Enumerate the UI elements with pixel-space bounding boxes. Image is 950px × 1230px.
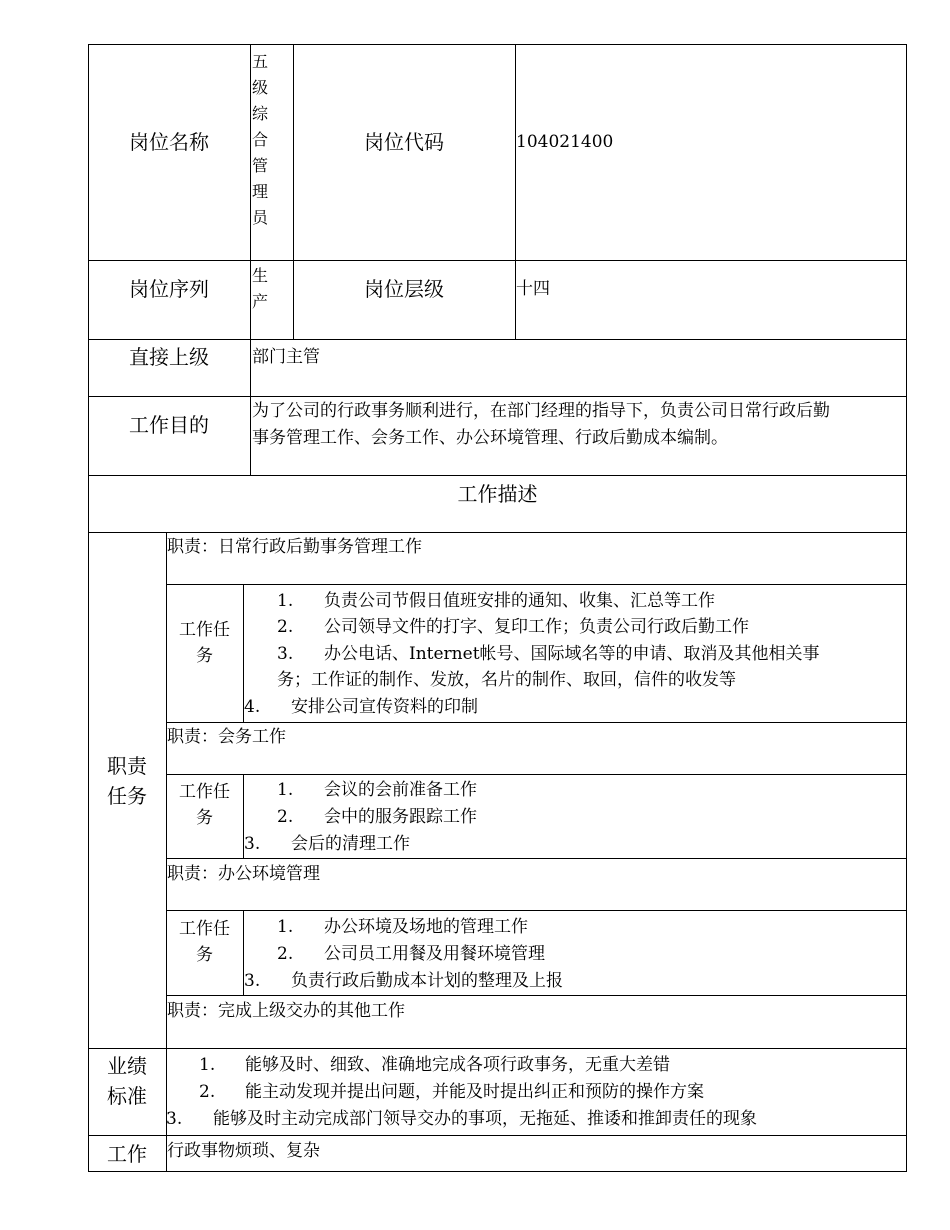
- task-label-line2: 务: [196, 808, 213, 828]
- duty-title: 职责：办公环境管理: [167, 864, 320, 884]
- duties-label-line2: 任务: [107, 784, 147, 808]
- task-number: 4.: [244, 697, 261, 717]
- task-number: 2.: [277, 807, 294, 827]
- task-label: [166, 916, 243, 968]
- row-divider: [166, 584, 907, 585]
- task-text: 公司领导文件的打字、复印工作；负责公司行政后勤工作: [324, 617, 749, 637]
- level-label: 岗位层级: [364, 277, 444, 301]
- purpose-text-line2: 事务管理工作、会务工作、办公环境管理、行政后勤成本编制。: [252, 428, 728, 448]
- row-divider: [166, 722, 907, 723]
- sequence-label: 岗位序列: [129, 277, 209, 301]
- performance-number: 3.: [166, 1109, 183, 1129]
- section-title: 工作描述: [457, 482, 538, 506]
- task-text: 会议的会前准备工作: [324, 780, 477, 800]
- task-number: 1.: [277, 917, 294, 937]
- performance-text: 能够及时主动完成部门领导交办的事项，无拖延、推诿和推卸责任的现象: [213, 1109, 757, 1129]
- duty-title: 职责：会务工作: [167, 727, 286, 747]
- task-number: 1.: [277, 591, 294, 611]
- task-text: 公司员工用餐及用餐环境管理: [324, 944, 545, 964]
- task-text: 负责公司节假日值班安排的通知、收集、汇总等工作: [324, 591, 715, 611]
- row-divider: [88, 475, 907, 476]
- work-value: 行政事物烦琐、复杂: [167, 1141, 320, 1161]
- performance-label-line1: 业绩: [107, 1054, 147, 1078]
- supervisor-value: 部门主管: [252, 347, 320, 367]
- row-divider: [166, 858, 907, 859]
- task-text: 会后的清理工作: [291, 834, 410, 854]
- supervisor-label: 直接上级: [129, 345, 209, 369]
- level-value: 十四: [516, 279, 550, 299]
- row-divider: [88, 1048, 907, 1049]
- col-divider: [250, 44, 251, 475]
- task-number: 2.: [277, 617, 294, 637]
- row-divider: [88, 532, 907, 533]
- task-label-line2: 务: [196, 945, 213, 965]
- task-text: 务；工作证的制作、发放，名片的制作、取回，信件的收发等: [277, 670, 736, 690]
- task-text: 负责行政后勤成本计划的整理及上报: [291, 971, 563, 991]
- performance-number: 2.: [199, 1082, 216, 1102]
- row-divider: [88, 339, 907, 340]
- sequence-value: 生产: [252, 266, 269, 311]
- task-text: 安排公司宣传资料的印制: [291, 697, 478, 717]
- work-label: 工作: [107, 1142, 147, 1166]
- position-name-value: 五级综合管理员: [252, 52, 269, 227]
- task-number: 2.: [277, 944, 294, 964]
- row-divider: [88, 260, 907, 261]
- duty-title: 职责：日常行政后勤事务管理工作: [167, 537, 422, 557]
- row-divider: [88, 1135, 907, 1136]
- position-code-label: 岗位代码: [364, 130, 444, 154]
- performance-label-line2: 标准: [107, 1084, 147, 1108]
- position-code-value: 104021400: [516, 132, 614, 152]
- task-number: 1.: [277, 780, 294, 800]
- duty-title: 职责：完成上级交办的其他工作: [167, 1001, 405, 1021]
- performance-text: 能够及时、细致、准确地完成各项行政事务，无重大差错: [245, 1055, 670, 1075]
- purpose-text-line1: 为了公司的行政事务顺利进行，在部门经理的指导下，负责公司日常行政后勤: [252, 401, 830, 421]
- task-text: 办公电话、Internet帐号、国际域名等的申请、取消及其他相关事: [324, 644, 820, 664]
- duties-label-line1: 职责: [107, 754, 147, 778]
- row-divider: [166, 774, 907, 775]
- task-label-line1: 工作任: [179, 919, 230, 939]
- task-number: 3.: [244, 971, 261, 991]
- task-number: 3.: [244, 834, 261, 854]
- task-label: [166, 779, 243, 831]
- task-text: 办公环境及场地的管理工作: [324, 917, 528, 937]
- performance-label: [88, 1051, 166, 1111]
- task-label: [166, 617, 243, 669]
- performance-text: 能主动发现并提出问题，并能及时提出纠正和预防的操作方案: [245, 1082, 704, 1102]
- task-label-line1: 工作任: [179, 620, 230, 640]
- performance-number: 1.: [199, 1055, 216, 1075]
- row-divider: [166, 995, 907, 996]
- task-label-line1: 工作任: [179, 782, 230, 802]
- row-divider: [166, 910, 907, 911]
- task-number: 3.: [277, 644, 294, 664]
- position-name-label: 岗位名称: [129, 130, 209, 154]
- task-label-line2: 务: [196, 646, 213, 666]
- task-text: 会中的服务跟踪工作: [324, 807, 477, 827]
- row-divider: [88, 396, 907, 397]
- duties-label: [88, 751, 166, 811]
- purpose-label: 工作目的: [129, 413, 209, 437]
